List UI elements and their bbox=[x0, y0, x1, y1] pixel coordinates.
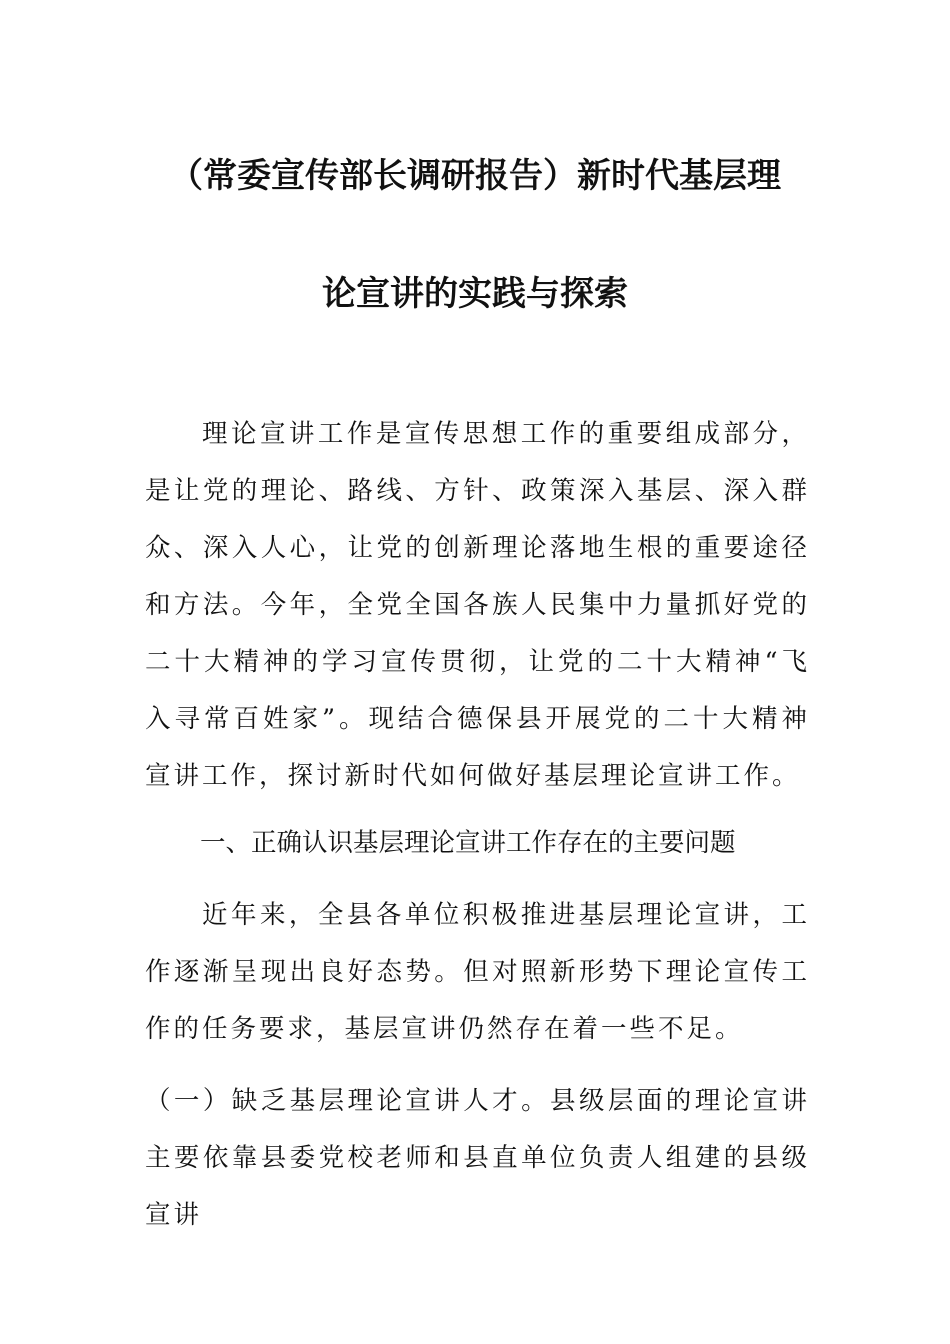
paragraph-section1-intro: 近年来，全县各单位积极推进基层理论宣讲，工作逐渐呈现出良好态势。但对照新形势下理论宣传工作的任务要求，基层宣讲仍然存在着一些不足。 bbox=[145, 900, 810, 1044]
paragraph-subsection-1: （一）缺乏基层理论宣讲人才。县级层面的理论宣讲主要依靠县委党校老师和县直单位负责人组建的县级宣讲 bbox=[145, 1086, 810, 1230]
paragraph-intro: 理论宣讲工作是宣传思想工作的重要组成部分，是让党的理论、路线、方针、政策深入基层、深入群众、深入人心，让党的创新理论落地生根的重要途径和方法。今年，全党全国各族人民集中力量抓好党的二十大精神的学习宣传贯彻，让党的二十大精神“飞入寻常百姓家”。现结合德保县开展党的二十大精神宣讲工作，探讨新时代如何做好基层理论宣讲工作。 bbox=[145, 419, 810, 791]
document-title-line-1: （常委宣传部长调研报告）新时代基层理 bbox=[169, 156, 781, 196]
document-title-line-2: 论宣讲的实践与探索 bbox=[322, 274, 628, 314]
section-heading-1: 一、正确认识基层理论宣讲工作存在的主要问题 bbox=[200, 828, 736, 858]
